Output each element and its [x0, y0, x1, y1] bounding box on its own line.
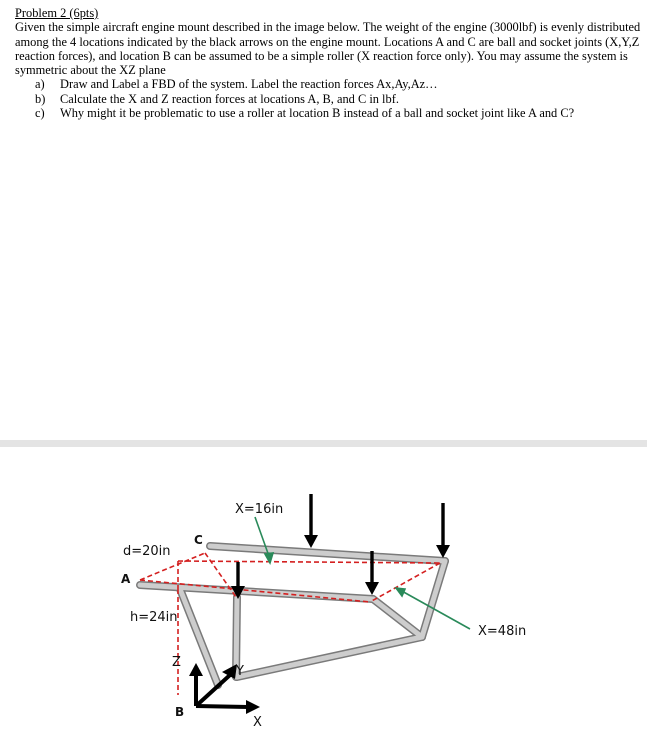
problem-text	[15, 6, 643, 120]
dim-d20-label: d=20in	[123, 544, 171, 559]
point-a-label: A	[121, 572, 131, 586]
engine-mount-figure	[0, 447, 647, 731]
axis-x-label: X	[253, 715, 262, 730]
question-c	[15, 106, 643, 120]
question-a-text: Draw and Label a FBD of the system. Label the reaction forces Ax,Ay,Az…	[60, 77, 438, 92]
question-a-label: a)	[35, 77, 45, 92]
question-b	[15, 92, 643, 106]
dim-h24-label: h=24in	[130, 610, 178, 625]
question-c-text: Why might it be problematic to use a roller at location B instead of a ball and socket joint like A and C?	[60, 106, 575, 121]
problem-description: Given the simple aircraft engine mount described in the image below. The weight of the engine (3000lbf) is evenly distributed among the 4 locations indicated by the black arrows on the engine mount. Locations A and C are ball and socket joints (X,Y,Z reaction forces), and location B can be assumed to be a simple roller (X reaction force only). You may assume the system is symmetric about the XZ plane	[15, 20, 641, 78]
section-divider	[0, 440, 647, 447]
mount-tubes	[140, 546, 445, 685]
question-b-text: Calculate the X and Z reaction forces at locations A, B, and C in lbf.	[60, 91, 399, 106]
engine-mount-diagram	[0, 447, 647, 731]
axis-y-label: Y	[236, 664, 244, 679]
dashed-reference-lines	[140, 553, 440, 695]
axis-z-label: Z	[172, 655, 181, 670]
dim-x48-label: X=48in	[478, 624, 527, 639]
question-c-label: c)	[35, 106, 45, 121]
point-c-label: C	[194, 533, 203, 547]
x-axis	[196, 706, 248, 707]
point-b-label: B	[175, 705, 185, 719]
problem-title: Problem 2 (6pts)	[15, 6, 99, 20]
question-a	[15, 77, 643, 91]
question-b-label: b)	[35, 91, 46, 106]
question-list	[15, 77, 643, 120]
dim-x16-label: X=16in	[235, 502, 284, 517]
